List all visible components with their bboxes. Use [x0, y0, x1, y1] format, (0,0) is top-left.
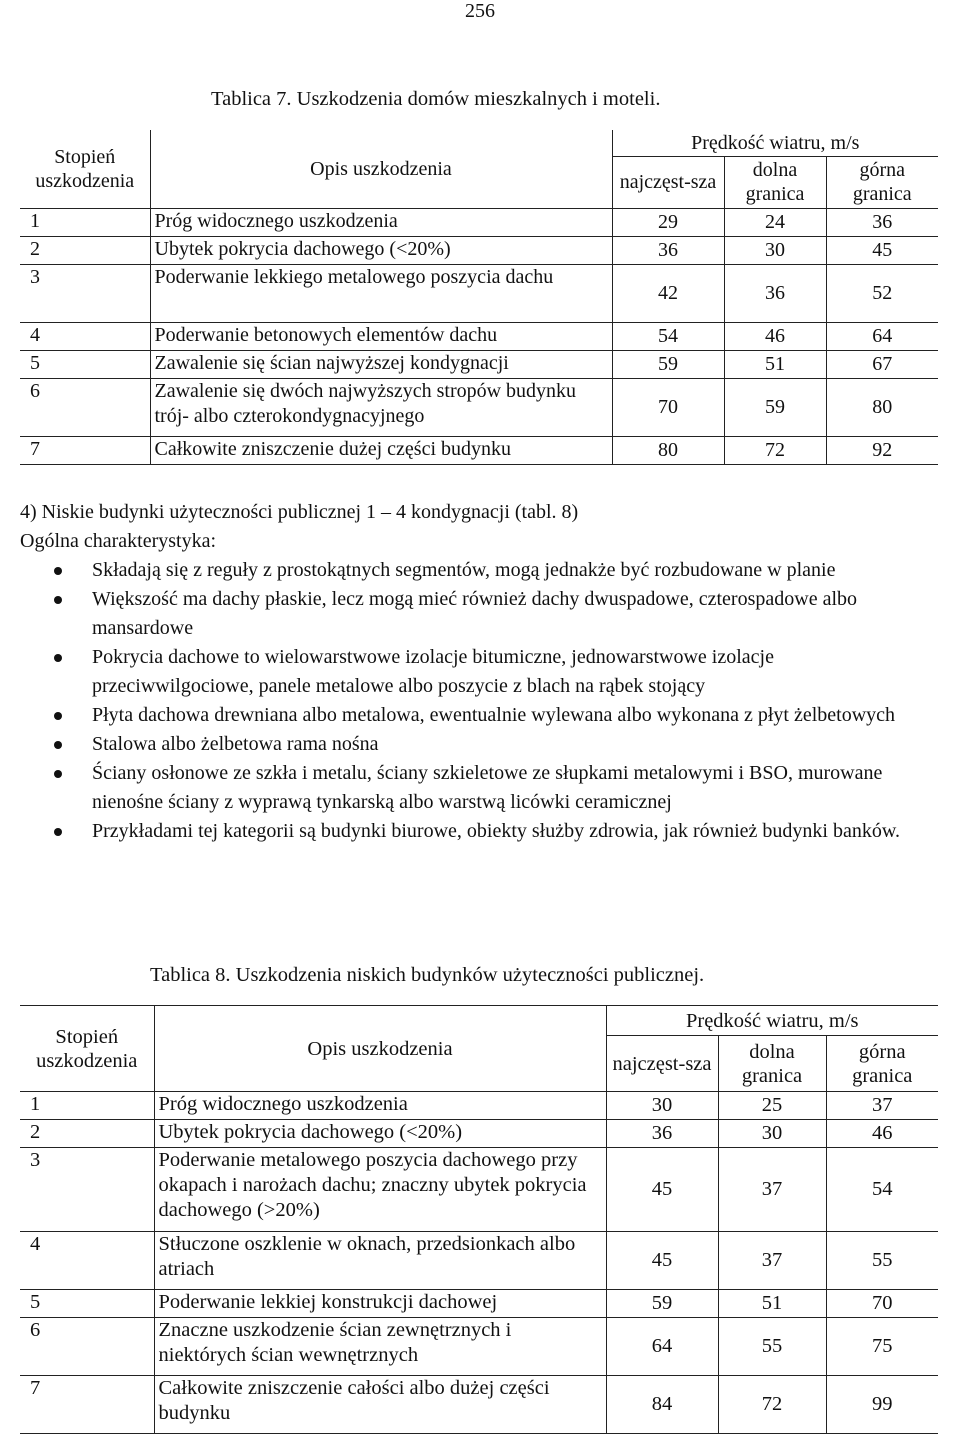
table7-caption: Tablica 7. Uszkodzenia domów mieszkalnych i moteli.: [211, 88, 661, 110]
table-row: [20, 1092, 938, 1120]
table8-row-lower: 37: [718, 1232, 826, 1290]
table7-row-upper: 36: [826, 208, 938, 236]
section4-subheading: Ogólna charakterystyka:: [20, 530, 217, 552]
table8-row-upper: 99: [826, 1376, 938, 1434]
table7-row-upper: 80: [826, 378, 938, 436]
table7-row-most-frequent: 29: [612, 208, 724, 236]
table8-row-description: Ubytek pokrycia dachowego (<20%): [154, 1120, 606, 1148]
table8-row-most-frequent: 36: [606, 1120, 718, 1148]
table8-row-degree: 5: [20, 1290, 154, 1318]
table8-header-most-frequent: najczęst-sza: [606, 1036, 718, 1092]
table7-row-description: Zawalenie się ścian najwyższej kondygnacji: [150, 350, 612, 378]
table7-header-description: Opis uszkodzenia: [150, 130, 612, 208]
table7-row-degree: 3: [20, 264, 150, 322]
table8-row-description: Poderwanie metalowego poszycia dachowego przy okapach i narożach dachu; znaczny ubytek pokrycia dachowego (>20%): [154, 1148, 606, 1232]
table8-row-description: Stłuczone oszklenie w oknach, przedsionkach albo atriach: [154, 1232, 606, 1290]
table7-row-most-frequent: 59: [612, 350, 724, 378]
table8-row-description: Poderwanie lekkiej konstrukcji dachowej: [154, 1290, 606, 1318]
table7-row-degree: 4: [20, 322, 150, 350]
bullet-icon: [54, 828, 62, 836]
table7-row-description: Całkowite zniszczenie dużej części budynku: [150, 436, 612, 464]
section4-heading: 4) Niskie budynki użyteczności publicznej 1 – 4 kondygnacji (tabl. 8): [20, 501, 579, 523]
table7-header-upper: górna granica: [826, 156, 938, 208]
table8-header-lower: dolna granica: [718, 1036, 826, 1092]
table8-row-upper: 54: [826, 1148, 938, 1232]
bullet-icon: [54, 770, 62, 778]
table-row: [20, 1318, 938, 1376]
characteristics-list: [20, 556, 940, 846]
table-row: [20, 1290, 938, 1318]
list-item-text: Przykładami tej kategorii są budynki biurowe, obiekty służby zdrowia, jak również budynki banków.: [92, 820, 900, 842]
table7-header-lower: dolna granica: [724, 156, 826, 208]
bullet-icon: [54, 567, 62, 575]
table7-row-degree: 1: [20, 208, 150, 236]
list-item-text: Składają się z reguły z prostokątnych segmentów, mogą jednakże być rozbudowane w planie: [92, 559, 836, 581]
table8-row-lower: 30: [718, 1120, 826, 1148]
table7-row-lower: 51: [724, 350, 826, 378]
table8-row-upper: 46: [826, 1120, 938, 1148]
list-item-text: Stalowa albo żelbetowa rama nośna: [92, 733, 379, 755]
table7-row-upper: 67: [826, 350, 938, 378]
table8-row-upper: 55: [826, 1232, 938, 1290]
list-item-text: Płyta dachowa drewniana albo metalowa, ewentualnie wylewana albo wykonana z płyt żelbetowych: [92, 704, 896, 726]
table7-row-upper: 92: [826, 436, 938, 464]
table7-row-most-frequent: 54: [612, 322, 724, 350]
list-item: [20, 585, 940, 643]
table7-row-degree: 2: [20, 236, 150, 264]
table7-row-description: Zawalenie się dwóch najwyższych stropów budynku trój- albo czterokondygnacyjnego: [150, 378, 612, 436]
bullet-icon: [54, 596, 62, 604]
table8-caption: Tablica 8. Uszkodzenia niskich budynków użyteczności publicznej.: [150, 964, 705, 986]
table8-row-upper: 37: [826, 1092, 938, 1120]
table-row: [20, 1148, 938, 1232]
table7-row-most-frequent: 70: [612, 378, 724, 436]
table8-row-degree: 4: [20, 1232, 154, 1290]
table7-row-lower: 24: [724, 208, 826, 236]
list-item: [20, 556, 940, 585]
table8-row-most-frequent: 45: [606, 1232, 718, 1290]
table7-row-most-frequent: 80: [612, 436, 724, 464]
table7-row-lower: 59: [724, 378, 826, 436]
bullet-icon: [54, 654, 62, 662]
table7-row-lower: 36: [724, 264, 826, 322]
table8-row-degree: 2: [20, 1120, 154, 1148]
table8-header-upper: górna granica: [826, 1036, 938, 1092]
table7-row-description: Ubytek pokrycia dachowego (<20%): [150, 236, 612, 264]
table-row: [20, 264, 938, 322]
list-item-text: Większość ma dachy płaskie, lecz mogą mieć również dachy dwuspadowe, czterospadowe albo mansardowe: [92, 588, 858, 639]
table8-row-lower: 51: [718, 1290, 826, 1318]
table7-row-lower: 46: [724, 322, 826, 350]
list-item: [20, 701, 940, 730]
table7-row-lower: 72: [724, 436, 826, 464]
table8-row-upper: 70: [826, 1290, 938, 1318]
table7-row-degree: 7: [20, 436, 150, 464]
table8-row-degree: 1: [20, 1092, 154, 1120]
table7-row-upper: 64: [826, 322, 938, 350]
table8-row-description: Próg widocznego uszkodzenia: [154, 1092, 606, 1120]
list-item: [20, 817, 940, 846]
table7-row-degree: 5: [20, 350, 150, 378]
table7-row-upper: 45: [826, 236, 938, 264]
table8-row-lower: 37: [718, 1148, 826, 1232]
table7-row-most-frequent: 36: [612, 236, 724, 264]
table-row: [20, 1232, 938, 1290]
table8-row-degree: 3: [20, 1148, 154, 1232]
table7-row-lower: 30: [724, 236, 826, 264]
list-item: [20, 730, 940, 759]
table-row: [20, 208, 938, 236]
bullet-icon: [54, 712, 62, 720]
table-row: [20, 1120, 938, 1148]
table7-row-description: Poderwanie betonowych elementów dachu: [150, 322, 612, 350]
table7-header-most-frequent: najczęst-sza: [612, 156, 724, 208]
table7-header-degree: Stopień uszkodzenia: [20, 130, 150, 208]
table8-row-lower: 55: [718, 1318, 826, 1376]
table8-row-lower: 25: [718, 1092, 826, 1120]
table8-header-wind-speed: Prędkość wiatru, m/s: [606, 1006, 938, 1036]
table7-header-wind-speed: Prędkość wiatru, m/s: [612, 130, 938, 156]
table8: [20, 1005, 938, 1434]
table7-row-degree: 6: [20, 378, 150, 436]
table8-row-description: Całkowite zniszczenie całości albo dużej części budynku: [154, 1376, 606, 1434]
table7-row-description: Poderwanie lekkiego metalowego poszycia dachu: [150, 264, 612, 322]
table8-row-description: Znaczne uszkodzenie ścian zewnętrznych i niektórych ścian wewnętrznych: [154, 1318, 606, 1376]
table8-header-description: Opis uszkodzenia: [154, 1006, 606, 1092]
table-row: [20, 436, 938, 464]
table8-row-most-frequent: 64: [606, 1318, 718, 1376]
table7-row-upper: 52: [826, 264, 938, 322]
table-row: [20, 236, 938, 264]
table8-header-degree: Stopień uszkodzenia: [20, 1006, 154, 1092]
table8-row-lower: 72: [718, 1376, 826, 1434]
list-item: [20, 759, 940, 817]
table7-row-most-frequent: 42: [612, 264, 724, 322]
table-row: [20, 350, 938, 378]
table-row: [20, 378, 938, 436]
list-item: [20, 643, 940, 701]
bullet-icon: [54, 741, 62, 749]
table8-row-upper: 75: [826, 1318, 938, 1376]
table7-row-description: Próg widocznego uszkodzenia: [150, 208, 612, 236]
table8-row-most-frequent: 45: [606, 1148, 718, 1232]
table8-row-degree: 6: [20, 1318, 154, 1376]
table7: [20, 130, 938, 465]
table8-row-most-frequent: 59: [606, 1290, 718, 1318]
list-item-text: Pokrycia dachowe to wielowarstwowe izolacje bitumiczne, jednowarstwowe izolacje przeciwwilgociowe, panele metalowe albo poszycie z blach na rąbek stojący: [92, 646, 774, 697]
page-number: 256: [465, 0, 495, 22]
table-row: [20, 1376, 938, 1434]
table-row: [20, 322, 938, 350]
table8-row-most-frequent: 30: [606, 1092, 718, 1120]
table8-row-most-frequent: 84: [606, 1376, 718, 1434]
table8-row-degree: 7: [20, 1376, 154, 1434]
list-item-text: Ściany osłonowe ze szkła i metalu, ściany szkieletowe ze słupkami metalowymi i BSO, murowane nienośne ściany z wyprawą tynkarską albo warstwą licówki ceramicznej: [92, 762, 883, 813]
